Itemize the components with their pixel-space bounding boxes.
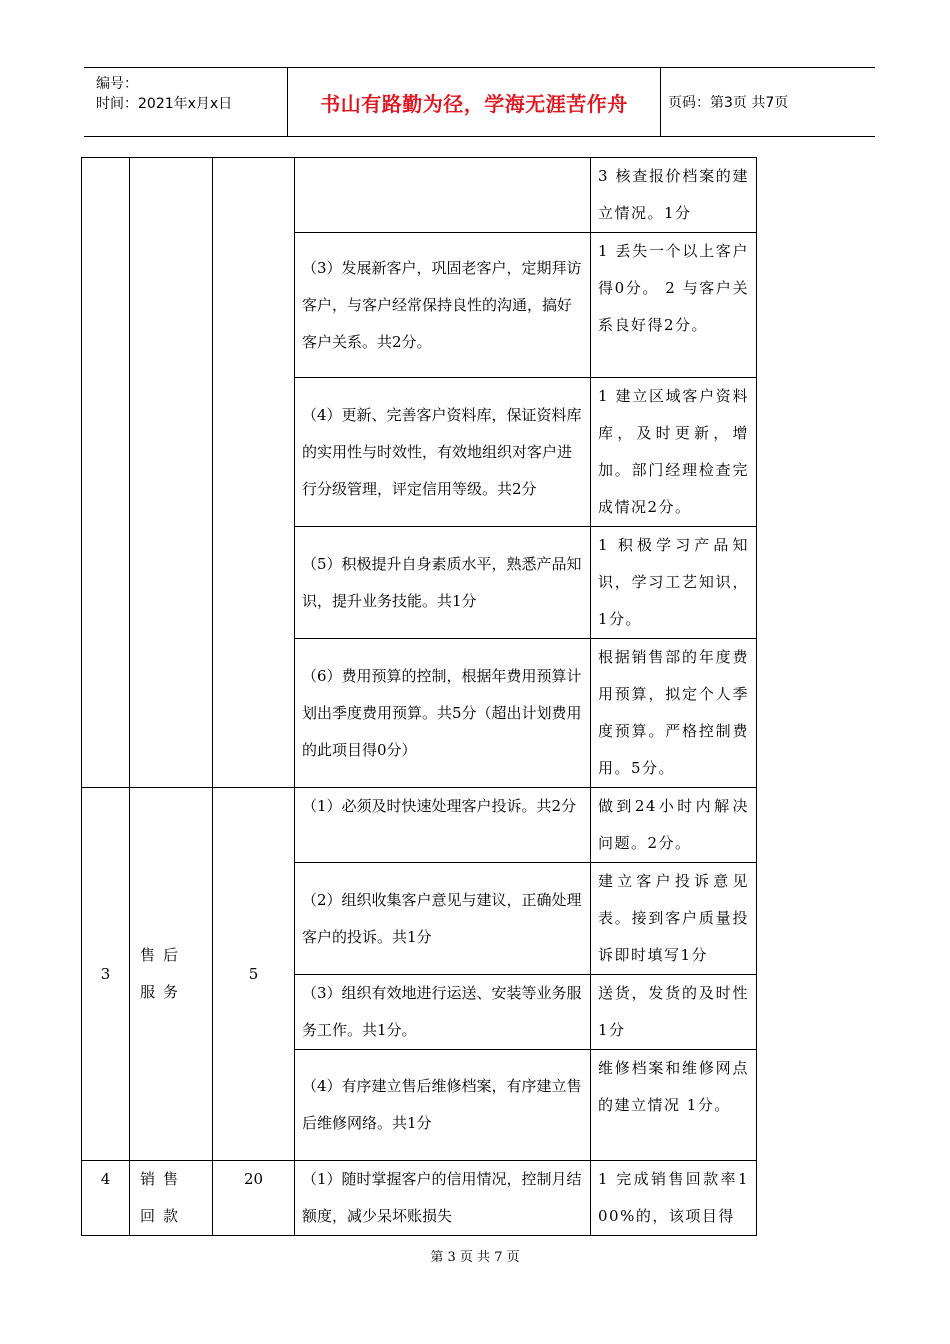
table-row <box>82 158 757 233</box>
header-motto: 书山有路勤为径，学海无涯苦作舟 <box>320 91 628 116</box>
section-no-cell: 3 <box>82 788 130 1161</box>
standard-cell <box>295 158 591 233</box>
score-cell <box>213 158 295 788</box>
category-cell: 售后服务 <box>130 788 213 1161</box>
standard-cell: （4）有序建立售后维修档案，有序建立售后维修网络。共1分 <box>295 1050 591 1161</box>
criterion-cell: 3 核查报价档案的建立情况。1分 <box>591 158 757 233</box>
criterion-cell: 1 丢失一个以上客户得0分。 2 与客户关系良好得2分。 <box>591 233 757 378</box>
score-cell: 5 <box>213 788 295 1161</box>
standard-cell: （2）组织收集客户意见与建议，正确处理客户的投诉。共1分 <box>295 863 591 975</box>
header-meta <box>96 74 232 114</box>
standard-cell: （3）组织有效地进行运送、安装等业务服务工作。共1分。 <box>295 975 591 1050</box>
standard-cell: （1）随时掌握客户的信用情况，控制月结额度，减少呆坏账损失 <box>295 1161 591 1236</box>
number-label: 编号： <box>96 76 138 92</box>
document-header <box>84 67 875 137</box>
standard-cell: （1）必须及时快速处理客户投诉。共2分 <box>295 788 591 863</box>
criterion-cell: 1 建立区域客户资料库，及时更新，增加。部门经理检查完成情况2分。 <box>591 378 757 527</box>
category-cell: 销售回款 <box>130 1161 213 1236</box>
standard-cell: （4）更新、完善客户资料库，保证资料库的实用性与时效性，有效地组织对客户进行分级管理，评定信用等级。共2分 <box>295 378 591 527</box>
standard-cell: （3）发展新客户，巩固老客户，定期拜访客户，与客户经常保持良性的沟通，搞好客户关系。共2分。 <box>295 233 591 378</box>
criterion-cell: 送货，发货的及时性 1分 <box>591 975 757 1050</box>
criterion-cell: 建立客户投诉意见表。接到客户质量投诉即时填写1分 <box>591 863 757 975</box>
standard-cell: （5）积极提升自身素质水平，熟悉产品知识，提升业务技能。共1分 <box>295 527 591 639</box>
table-row <box>82 788 757 863</box>
criterion-cell: 1 积极学习产品知识，学习工艺知识，1分。 <box>591 527 757 639</box>
standard-cell: （6）费用预算的控制，根据年费用预算计划出季度费用预算。共5分（超出计划费用的此项目得0分） <box>295 639 591 788</box>
assessment-table <box>81 157 757 1236</box>
criterion-cell: 做到24小时内解决问题。2分。 <box>591 788 757 863</box>
page-footer: 第 3 页 共 7 页 <box>430 1250 520 1265</box>
header-page-info: 页码：第3页 共7页 <box>668 95 789 111</box>
criterion-cell: 维修档案和维修网点的建立情况 1分。 <box>591 1050 757 1161</box>
section-no-cell: 4 <box>82 1161 130 1236</box>
score-cell: 20 <box>213 1161 295 1236</box>
section-no-cell <box>82 158 130 788</box>
category-cell <box>130 158 213 788</box>
time-label: 时间：2021年x月x日 <box>96 96 233 112</box>
header-divider <box>660 68 661 136</box>
criterion-cell: 1 完成销售回款率100%的，该项目得 <box>591 1161 757 1236</box>
table-row <box>82 1161 757 1236</box>
criterion-cell: 根据销售部的年度费用预算，拟定个人季度预算。严格控制费用。5分。 <box>591 639 757 788</box>
